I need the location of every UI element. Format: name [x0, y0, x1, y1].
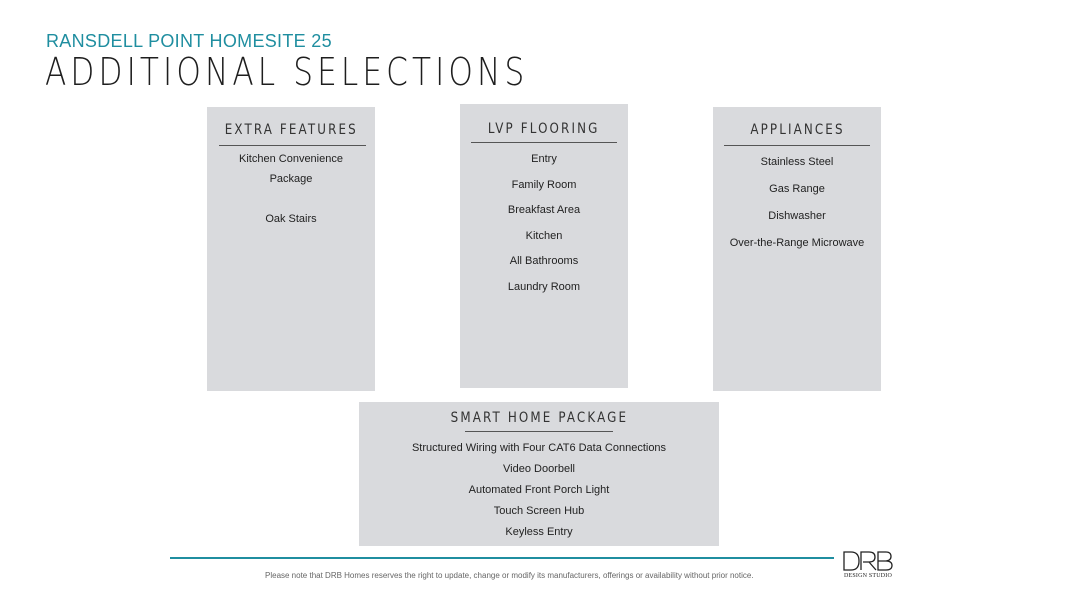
smart-home-heading: SMART HOME PACKAGE: [450, 410, 628, 426]
smart-home-panel: [359, 402, 719, 546]
list-item: Kitchen Convenience: [239, 153, 343, 165]
appliances-heading: APPLIANCES: [749, 122, 845, 138]
list-item: Touch Screen Hub: [493, 505, 585, 517]
list-item: Stainless Steel: [760, 156, 834, 168]
list-item: Gas Range: [769, 183, 825, 195]
list-item: Kitchen: [525, 230, 563, 242]
page-title: ADDITIONAL SELECTIONS: [45, 50, 529, 94]
list-item: Breakfast Area: [507, 204, 581, 216]
list-item: Dishwasher: [768, 210, 826, 222]
heading-divider: [724, 145, 870, 146]
list-item: Oak Stairs: [265, 213, 317, 225]
extra-features-panel: [207, 107, 375, 391]
footer-divider: [170, 557, 834, 559]
list-item: Keyless Entry: [505, 526, 573, 538]
appliances-panel: [713, 107, 881, 391]
heading-divider: [219, 145, 366, 146]
list-item: Entry: [531, 153, 557, 165]
list-item: All Bathrooms: [509, 255, 579, 267]
list-item: Family Room: [511, 179, 577, 191]
heading-divider: [471, 142, 617, 143]
lvp-flooring-panel: [460, 104, 628, 388]
project-subtitle: RANSDELL POINT HOMESITE 25: [46, 31, 332, 51]
logo-subtext: DESIGN STUDIO: [843, 573, 893, 579]
disclaimer-text: Please note that DRB Homes reserves the right to update, change or modify its manufacturers, offerings or availability without prior notice.: [265, 571, 754, 580]
list-item: Video Doorbell: [503, 463, 575, 475]
list-item: Laundry Room: [507, 281, 581, 293]
heading-divider: [465, 431, 613, 432]
list-item: Package: [269, 173, 313, 185]
lvp-flooring-heading: LVP FLOORING: [488, 121, 600, 137]
extra-features-heading: EXTRA FEATURES: [224, 122, 358, 138]
list-item: Over-the-Range Microwave: [729, 237, 865, 249]
list-item: Structured Wiring with Four CAT6 Data Connections: [411, 442, 667, 454]
list-item: Automated Front Porch Light: [468, 484, 610, 496]
